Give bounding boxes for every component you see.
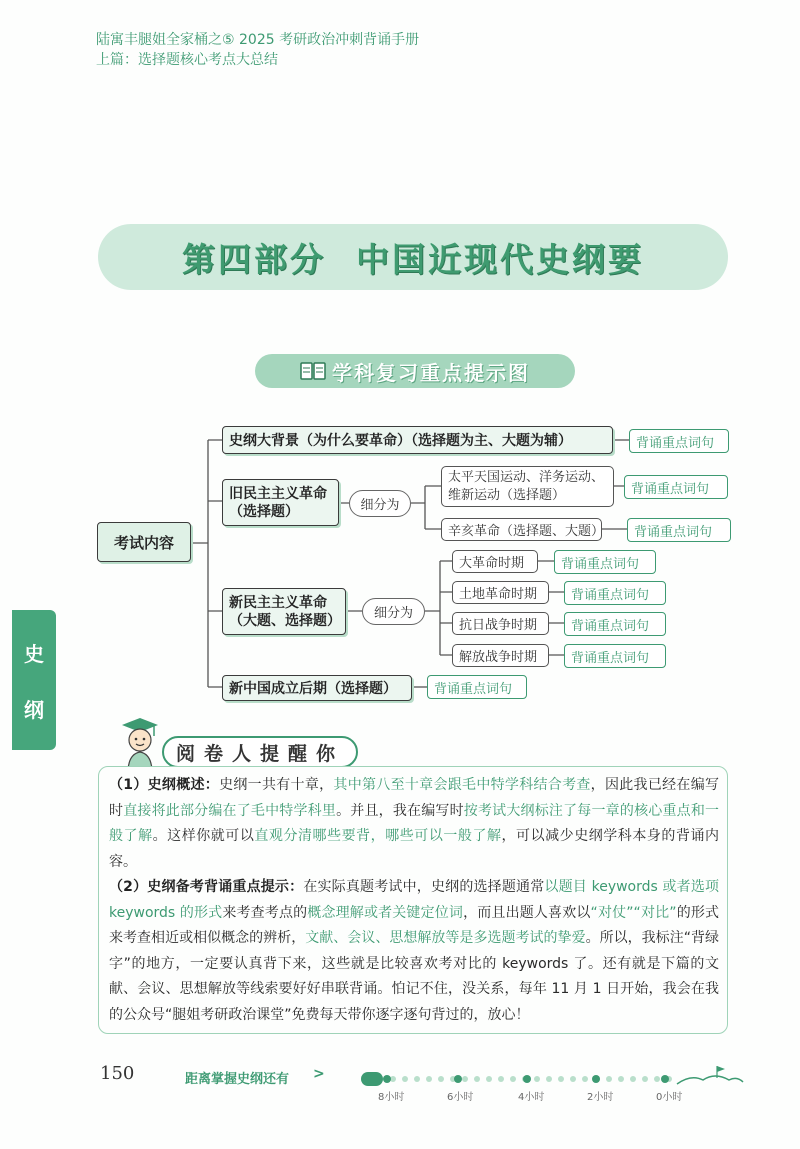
note-text: 在实际真题考试中，史纲的选择题通常: [303, 879, 545, 895]
progress-caption: 距离掌握史纲还有: [185, 1072, 290, 1087]
part-banner: [98, 224, 728, 290]
branch-post-1949: 新中国成立后期（选择题）: [222, 675, 412, 701]
hour-label: 0小时: [656, 1092, 683, 1103]
sub-anti-japanese-war: 抗日战争时期: [452, 612, 549, 635]
header-section-title: 上篇：选择题核心考点大总结: [96, 52, 278, 68]
note-text: 。所以，我标注“背绿字”的地方，一定要认真背下来，这些就是比较喜欢考对比的 keywords 了。还有就是下篇的文献、会议、思想解放等线索要好好串联背诵。怕记不住，没关系，每年 11 月 1 日开始，我会在我的公众号“腿姐考研政治课堂”免费每天带你逐字逐句背过的，放心！: [109, 930, 719, 1023]
key-phrases-tag: 背诵重点词句: [624, 475, 728, 499]
sub-great-revolution: 大革命时期: [452, 550, 538, 573]
note-text: 史纲一共有十章，: [219, 777, 334, 793]
note-text: 。这样你就可以: [152, 828, 255, 844]
note-highlight: 其中第八至十章会跟毛中特学科结合考查: [333, 777, 591, 793]
branch-background: 史纲大背景（为什么要革命）（选择题为主、大题为辅）: [222, 426, 613, 454]
key-phrases-tag: 背诵重点词句: [427, 675, 527, 699]
progress-track: [355, 1060, 745, 1110]
sub-xinhai-revolution: 辛亥革命（选择题、大题）: [441, 518, 602, 541]
note-text: 的形式来考查相近或相似概念的辨析，: [109, 904, 720, 946]
book-icon: [300, 361, 326, 381]
note-highlight: 直观分清哪些要背，哪些可以一般了解: [254, 828, 502, 844]
key-phrases-tag: 背诵重点词句: [564, 581, 666, 605]
header-series-title: 陆寓丰腿姐全家桶之⑤ 2025 考研政治冲刺背诵手册: [96, 32, 420, 48]
part-name: 中国近现代史纲要: [356, 239, 644, 279]
note-highlight: 直接将此部分编在了毛中特学科里: [123, 802, 337, 819]
sub-liberation-war: 解放战争时期: [452, 644, 549, 667]
part-number: 第四部分: [182, 239, 326, 279]
hour-label: 6小时: [447, 1092, 474, 1103]
branch-new-democratic-revolution: 新民主主义革命（大题、选择题）: [222, 588, 346, 635]
note-1-label: （1）史纲概述：: [109, 777, 220, 793]
note-text: ，而且出题人喜欢以: [463, 904, 591, 921]
reminder-notes-box: [98, 766, 728, 1034]
key-phrases-tag: 背诵重点词句: [554, 550, 656, 574]
note-2-label: （2）史纲备考背诵重点提示：: [109, 879, 304, 895]
running-header: [96, 30, 419, 70]
note-highlight: 概念理解或者关键定位词: [307, 904, 464, 921]
note-highlight: 以题目 keywords 或者选项 keywords 的形式: [109, 879, 719, 921]
key-phrases-tag: 背诵重点词句: [627, 518, 731, 542]
chevron-right-icon: >: [313, 1066, 325, 1082]
note-highlight: 文献、会议、思想解放等是多选题考试的挚爱: [305, 930, 586, 946]
split-label: 细分为: [362, 598, 425, 625]
reader-reminder-title: [162, 736, 358, 768]
part-title: [182, 234, 644, 281]
side-section-tab: [12, 610, 56, 750]
mindmap-root: 考试内容: [97, 522, 191, 562]
key-phrases-tag: 背诵重点词句: [564, 644, 666, 668]
hour-label: 4小时: [518, 1092, 545, 1103]
page-number: 150: [100, 1063, 135, 1084]
note-paragraph-2: [109, 875, 719, 1028]
note-text: 来考查考点的: [222, 904, 308, 921]
note-text: ，因此我已经在编写时: [109, 777, 720, 819]
side-tab-char: 史: [24, 641, 44, 666]
note-text: ，可以减少史纲学科本身的背诵内容。: [109, 828, 720, 870]
mindmap-title: 学科复习重点提示图: [332, 360, 530, 385]
branch-old-democratic-revolution: 旧民主主义革命（选择题）: [222, 479, 339, 526]
hour-label: 8小时: [378, 1092, 405, 1103]
hour-label: 2小时: [587, 1092, 614, 1103]
reader-reminder-text: 阅卷人提醒你: [176, 742, 345, 765]
note-text: 。并且，我在编写时: [336, 802, 464, 819]
key-phrases-tag: 背诵重点词句: [564, 612, 666, 636]
sub-movements: 太平天国运动、洋务运动、维新运动（选择题）: [441, 466, 614, 507]
note-highlight: 按考试大纲标注了每一章的核心重点和一般了解: [109, 802, 720, 844]
side-tab-char: 纲: [24, 697, 44, 722]
key-phrases-tag: 背诵重点词句: [629, 429, 729, 453]
split-label: 细分为: [349, 490, 411, 517]
sub-land-revolution: 土地革命时期: [452, 581, 549, 604]
mindmap-banner: [255, 354, 575, 388]
note-paragraph-1: [109, 773, 719, 875]
note-highlight: “对仗”“对比”: [590, 904, 677, 921]
graduate-mascot-icon: [118, 716, 162, 772]
